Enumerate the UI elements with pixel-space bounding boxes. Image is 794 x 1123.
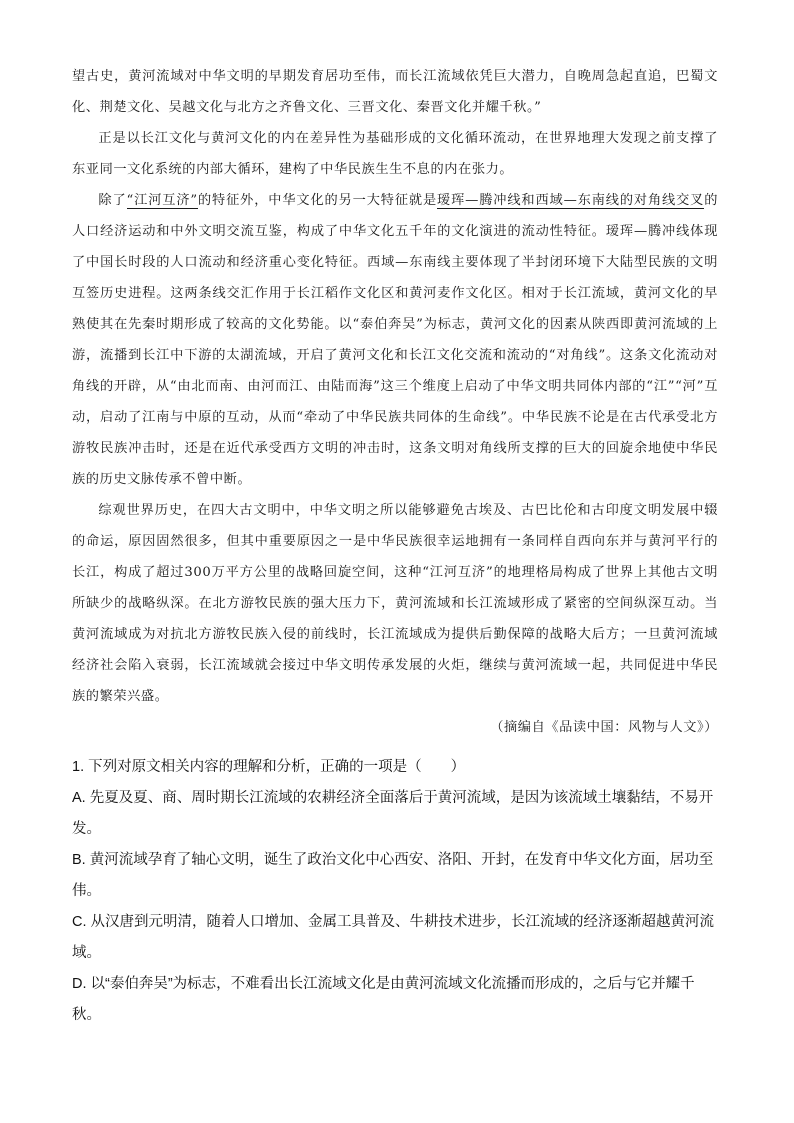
paragraph-3-middle: 的特征外，中华文化的另一大特征就是 [197,193,438,208]
passage-paragraph-2: 正是以长江文化与黄河文化的内在差异性为基础形成的文化循环流动，在世界地理大发现之前支撑了东亚同一文化系统的内部大循环，建构了中华民族生生不息的内在张力。 [72,131,718,177]
paragraph-3-rest: 的人口经济运动和中外文明交流互鉴，构成了中华文化五千年的文化演进的流动性特征。瑷珲—腾冲线体现了中国长时段的人口流动和经济重心变化特征。西域—东南线主要体现了半封闭环境下大陆型民族的文明互签历史进程。这两条线交汇作用于长江稻作文化区和黄河麦作文化区。相对于长江流域，黄河文化的早熟使其在先秦时期形成了较高的文化势能。以“泰伯奔吴”为标志，黄河文化的因素从陕西即黄河流域的上游，流播到长江中下游的太湖流域，开启了黄河文化和长江文化交流和流动的“对角线”。这条文化流动对角线的开辟，从“由北而南、由河而江、由陆而海”这三个维度上启动了中华文明共同体内部的“江”“河”互动，启动了江南与中原的互动，从而“牵动了中华民族共同体的生命线”。中华民族不论是在古代承受北方游牧民族冲击时，还是在近代承受西方文明的冲击时，这条文明对角线所支撑的巨大的回旋余地使中华民族的历史文脉传承不曾中断。 [72,193,718,487]
option-d[interactable]: D. 以“泰伯奔吴”为标志，不难看出长江流域文化是由黄河流域文化流播而形成的，之后与它并耀千秋。 [72,976,695,1023]
passage-paragraph-1: 望古史，黄河流域对中华文明的早期发育居功至伟，而长江流域依凭巨大潜力，自晚周急起直追，巴蜀文化、荆楚文化、吴越文化与北方之齐鲁文化、三晋文化、秦晋文化并耀千秋。” [72,69,718,115]
question-1 [72,752,718,1031]
passage-source: （摘编自《品读中国：风物与人文》） [490,720,718,735]
question-stem: 1. 下列对原文相关内容的理解和分析，正确的一项是（ ） [72,759,466,775]
passage-paragraph-4: 综观世界历史，在四大古文明中，中华文明之所以能够避免古埃及、古巴比伦和古印度文明发展中辍的命运，原因固然很多，但其中重要原因之一是中华民族很幸运地拥有一条同样自西向东并与黄河平行的长江，构成了超过300万平方公里的战略回旋空间，这种“江河互济”的地理格局构成了世界上其他古文明所缺少的战略纵深。在北方游牧民族的强大压力下，黄河流域和长江流域形成了紧密的空间纵深互动。当黄河流域成为对抗北方游牧民族入侵的前线时，长江流域成为提供后勤保障的战略大后方；一旦黄河流域经济社会陷入衰弱，长江流域就会接过中华文明传承发展的火炬，继续与黄河流域一起，共同促进中华民族的繁荣兴盛。 [72,503,718,704]
underlined-phrase-jianghe: “江河互济” [126,193,198,208]
option-a[interactable]: A. 先夏及夏、商、周时期长江流域的农耕经济全面落后于黄河流域，是因为该流域土壤黏结，不易开发。 [72,790,714,837]
underlined-phrase-diagonal: 瑷珲—腾冲线和西域—东南线的对角线交叉 [437,193,705,208]
reading-passage [72,61,718,743]
passage-paragraph-3 [72,185,718,495]
option-c[interactable]: C. 从汉唐到元明清，随着人口增加、金属工具普及、牛耕技术进步，长江流域的经济逐渐超越黄河流域。 [72,914,715,961]
paragraph-3-lead: 除了 [98,193,127,208]
option-b[interactable]: B. 黄河流域孕育了轴心文明，诞生了政治文化中心西安、洛阳、开封，在发育中华文化方面，居功至伟。 [72,852,714,899]
